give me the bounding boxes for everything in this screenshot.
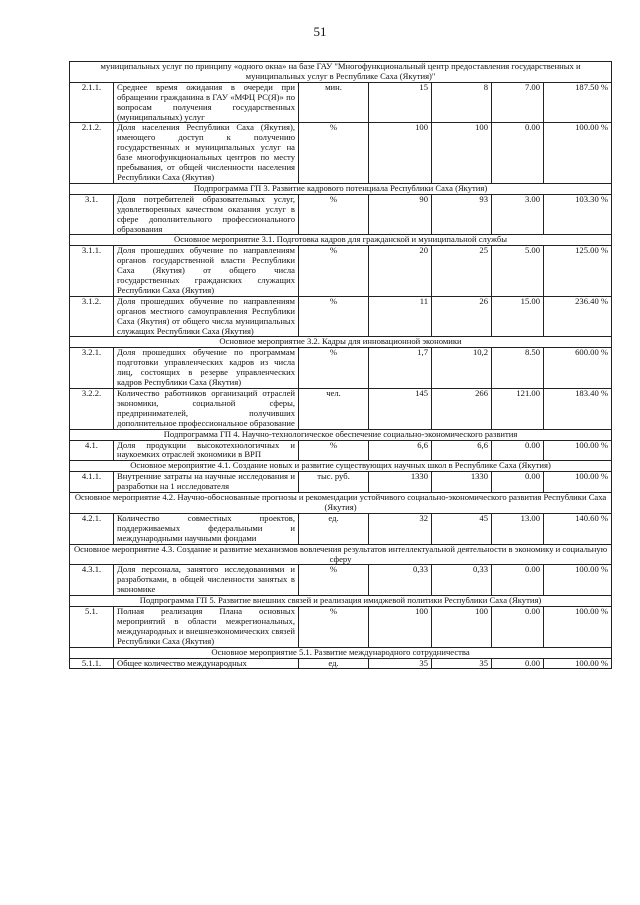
fact-value: 0,33	[432, 565, 492, 596]
plan-value: 100	[369, 607, 432, 648]
page-number: 51	[313, 24, 327, 39]
deviation-value: 5.00	[492, 246, 544, 297]
completion-percent: 100.00 %	[544, 472, 612, 493]
indicator-number: 2.1.1.	[70, 82, 114, 123]
indicator-number: 2.1.2.	[70, 123, 114, 183]
unit-cell: чел.	[299, 389, 369, 430]
indicator-row	[70, 82, 612, 123]
indicator-name: Количество совместных проектов, поддерживаемых федеральными и международными научными фондами	[114, 513, 299, 544]
fact-value: 10,2	[432, 348, 492, 389]
unit-cell: %	[299, 565, 369, 596]
fact-value: 35	[432, 658, 492, 669]
indicator-row	[70, 246, 612, 297]
section-row	[70, 235, 612, 246]
indicator-number: 4.2.1.	[70, 513, 114, 544]
section-row	[70, 429, 612, 440]
indicator-name: Доля прошедших обучение по программам подготовки управленческих кадров из числа лиц, состоящих в резерве управленческих кадров Республики Саха (Якутия)	[114, 348, 299, 389]
indicator-name: Полная реализация Плана основных мероприятий в области межрегиональных, международных и внешнеэкономических связей Республики Саха (Якутия)	[114, 607, 299, 648]
deviation-value: 0.00	[492, 123, 544, 183]
indicator-table	[69, 61, 612, 669]
plan-value: 6,6	[369, 440, 432, 461]
plan-value: 15	[369, 82, 432, 123]
deviation-value: 15.00	[492, 296, 544, 337]
indicator-row	[70, 123, 612, 183]
section-title: Основное мероприятие 5.1. Развитие международного сотрудничества	[70, 647, 612, 658]
deviation-value: 0.00	[492, 440, 544, 461]
indicator-row	[70, 348, 612, 389]
plan-value: 1330	[369, 472, 432, 493]
completion-percent: 100.00 %	[544, 123, 612, 183]
section-row	[70, 62, 612, 83]
unit-cell: %	[299, 440, 369, 461]
unit-cell: мин.	[299, 82, 369, 123]
fact-value: 93	[432, 194, 492, 235]
indicator-number: 4.3.1.	[70, 565, 114, 596]
section-title: Основное мероприятие 4.3. Создание и развитие механизмов вовлечения результатов интеллектуальной деятельности в экономику и социальную сферу	[70, 544, 612, 565]
indicator-name: Количество работников организаций отраслей экономики, социальной сферы, предпринимателей, получивших дополнительное профессиональное образование	[114, 389, 299, 430]
completion-percent: 100.00 %	[544, 658, 612, 669]
unit-cell: ед.	[299, 658, 369, 669]
indicator-row	[70, 658, 612, 669]
deviation-value: 0.00	[492, 565, 544, 596]
plan-value: 1,7	[369, 348, 432, 389]
unit-cell: ед.	[299, 513, 369, 544]
completion-percent: 100.00 %	[544, 440, 612, 461]
deviation-value: 0.00	[492, 658, 544, 669]
unit-cell: %	[299, 607, 369, 648]
section-row	[70, 183, 612, 194]
indicator-number: 5.1.	[70, 607, 114, 648]
section-row	[70, 337, 612, 348]
indicator-number: 3.2.1.	[70, 348, 114, 389]
fact-value: 6,6	[432, 440, 492, 461]
fact-value: 26	[432, 296, 492, 337]
deviation-value: 7.00	[492, 82, 544, 123]
completion-percent: 183.40 %	[544, 389, 612, 430]
completion-percent: 100.00 %	[544, 607, 612, 648]
plan-value: 35	[369, 658, 432, 669]
section-row	[70, 493, 612, 514]
indicator-name: Внутренние затраты на научные исследования и разработки на 1 исследователя	[114, 472, 299, 493]
fact-value: 1330	[432, 472, 492, 493]
fact-value: 266	[432, 389, 492, 430]
plan-value: 11	[369, 296, 432, 337]
indicator-row	[70, 194, 612, 235]
completion-percent: 236.40 %	[544, 296, 612, 337]
indicator-number: 4.1.1.	[70, 472, 114, 493]
unit-cell: %	[299, 348, 369, 389]
indicator-number: 3.1.2.	[70, 296, 114, 337]
indicator-row	[70, 389, 612, 430]
indicator-row	[70, 440, 612, 461]
plan-value: 90	[369, 194, 432, 235]
completion-percent: 125.00 %	[544, 246, 612, 297]
deviation-value: 3.00	[492, 194, 544, 235]
indicator-name: Доля прошедших обучение по направлениям органов местного самоуправления Республики Саха (Якутия) от общего числа муниципальных служащих Республики Саха (Якутия)	[114, 296, 299, 337]
indicator-number: 3.1.	[70, 194, 114, 235]
indicator-row	[70, 296, 612, 337]
section-row	[70, 461, 612, 472]
indicator-number: 4.1.	[70, 440, 114, 461]
indicator-name: Доля населения Республики Саха (Якутия), имеющего доступ к получению государственных и муниципальных услуг на базе многофункциональных центров по месту пребывания, от общей численности населения Республики Саха (Якутия)	[114, 123, 299, 183]
section-title: Подпрограмма ГП 4. Научно-технологическое обеспечение социально-экономического развития	[70, 429, 612, 440]
section-title: Основное мероприятие 3.1. Подготовка кадров для гражданской и муниципальной службы	[70, 235, 612, 246]
indicator-row	[70, 513, 612, 544]
deviation-value: 0.00	[492, 472, 544, 493]
unit-cell: %	[299, 194, 369, 235]
indicator-name: Среднее время ожидания в очереди при обращении гражданина в ГАУ «МФЦ РС(Я)» по вопросам получения государственных (муниципальных) услуг	[114, 82, 299, 123]
plan-value: 20	[369, 246, 432, 297]
indicator-name: Общее количество международных	[114, 658, 299, 669]
completion-percent: 100.00 %	[544, 565, 612, 596]
completion-percent: 140.60 %	[544, 513, 612, 544]
indicator-row	[70, 607, 612, 648]
indicator-number: 3.1.1.	[70, 246, 114, 297]
indicator-name: Доля прошедших обучение по направлениям органов государственной власти Республики Саха (Якутия) от общего числа государственных гражданских служащих Республики Саха (Якутия)	[114, 246, 299, 297]
plan-value: 100	[369, 123, 432, 183]
fact-value: 45	[432, 513, 492, 544]
unit-cell: %	[299, 246, 369, 297]
indicator-number: 5.1.1.	[70, 658, 114, 669]
section-row	[70, 647, 612, 658]
indicator-row	[70, 565, 612, 596]
indicator-name: Доля потребителей образовательных услуг, удовлетворенных качеством оказания услуг в сфере дополнительного профессионального образования	[114, 194, 299, 235]
indicator-row	[70, 472, 612, 493]
fact-value: 25	[432, 246, 492, 297]
plan-value: 32	[369, 513, 432, 544]
completion-percent: 103.30 %	[544, 194, 612, 235]
section-title: Основное мероприятие 4.2. Научно-обоснованные прогнозы и рекомендации устойчивого социально-экономического развития Республики Саха (Якутия)	[70, 493, 612, 514]
indicator-number: 3.2.2.	[70, 389, 114, 430]
section-title: Основное мероприятие 3.2. Кадры для инновационной экономики	[70, 337, 612, 348]
section-row	[70, 596, 612, 607]
completion-percent: 187.50 %	[544, 82, 612, 123]
deviation-value: 0.00	[492, 607, 544, 648]
unit-cell: %	[299, 123, 369, 183]
fact-value: 100	[432, 123, 492, 183]
deviation-value: 8.50	[492, 348, 544, 389]
section-title: Подпрограмма ГП 5. Развитие внешних связей и реализация имиджевой политики Республики Саха (Якутия)	[70, 596, 612, 607]
deviation-value: 13.00	[492, 513, 544, 544]
fact-value: 100	[432, 607, 492, 648]
completion-percent: 600.00 %	[544, 348, 612, 389]
fact-value: 8	[432, 82, 492, 123]
unit-cell: %	[299, 296, 369, 337]
plan-value: 145	[369, 389, 432, 430]
section-title: муниципальных услуг по принципу «одного окна» на базе ГАУ "Многофункциональный центр предоставления государственных и муниципальных услуг в Республике Саха (Якутия)"	[70, 62, 612, 83]
section-title: Подпрограмма ГП 3. Развитие кадрового потенциала Республики Саха (Якутия)	[70, 183, 612, 194]
section-row	[70, 544, 612, 565]
indicator-name: Доля продукции высокотехнологичных и наукоемких отраслей экономики в ВРП	[114, 440, 299, 461]
deviation-value: 121.00	[492, 389, 544, 430]
plan-value: 0,33	[369, 565, 432, 596]
unit-cell: тыс. руб.	[299, 472, 369, 493]
indicator-name: Доля персонала, занятого исследованиями и разработками, в общей численности занятых в экономике	[114, 565, 299, 596]
section-title: Основное мероприятие 4.1. Создание новых и развитие существующих научных школ в Республике Саха (Якутия)	[70, 461, 612, 472]
